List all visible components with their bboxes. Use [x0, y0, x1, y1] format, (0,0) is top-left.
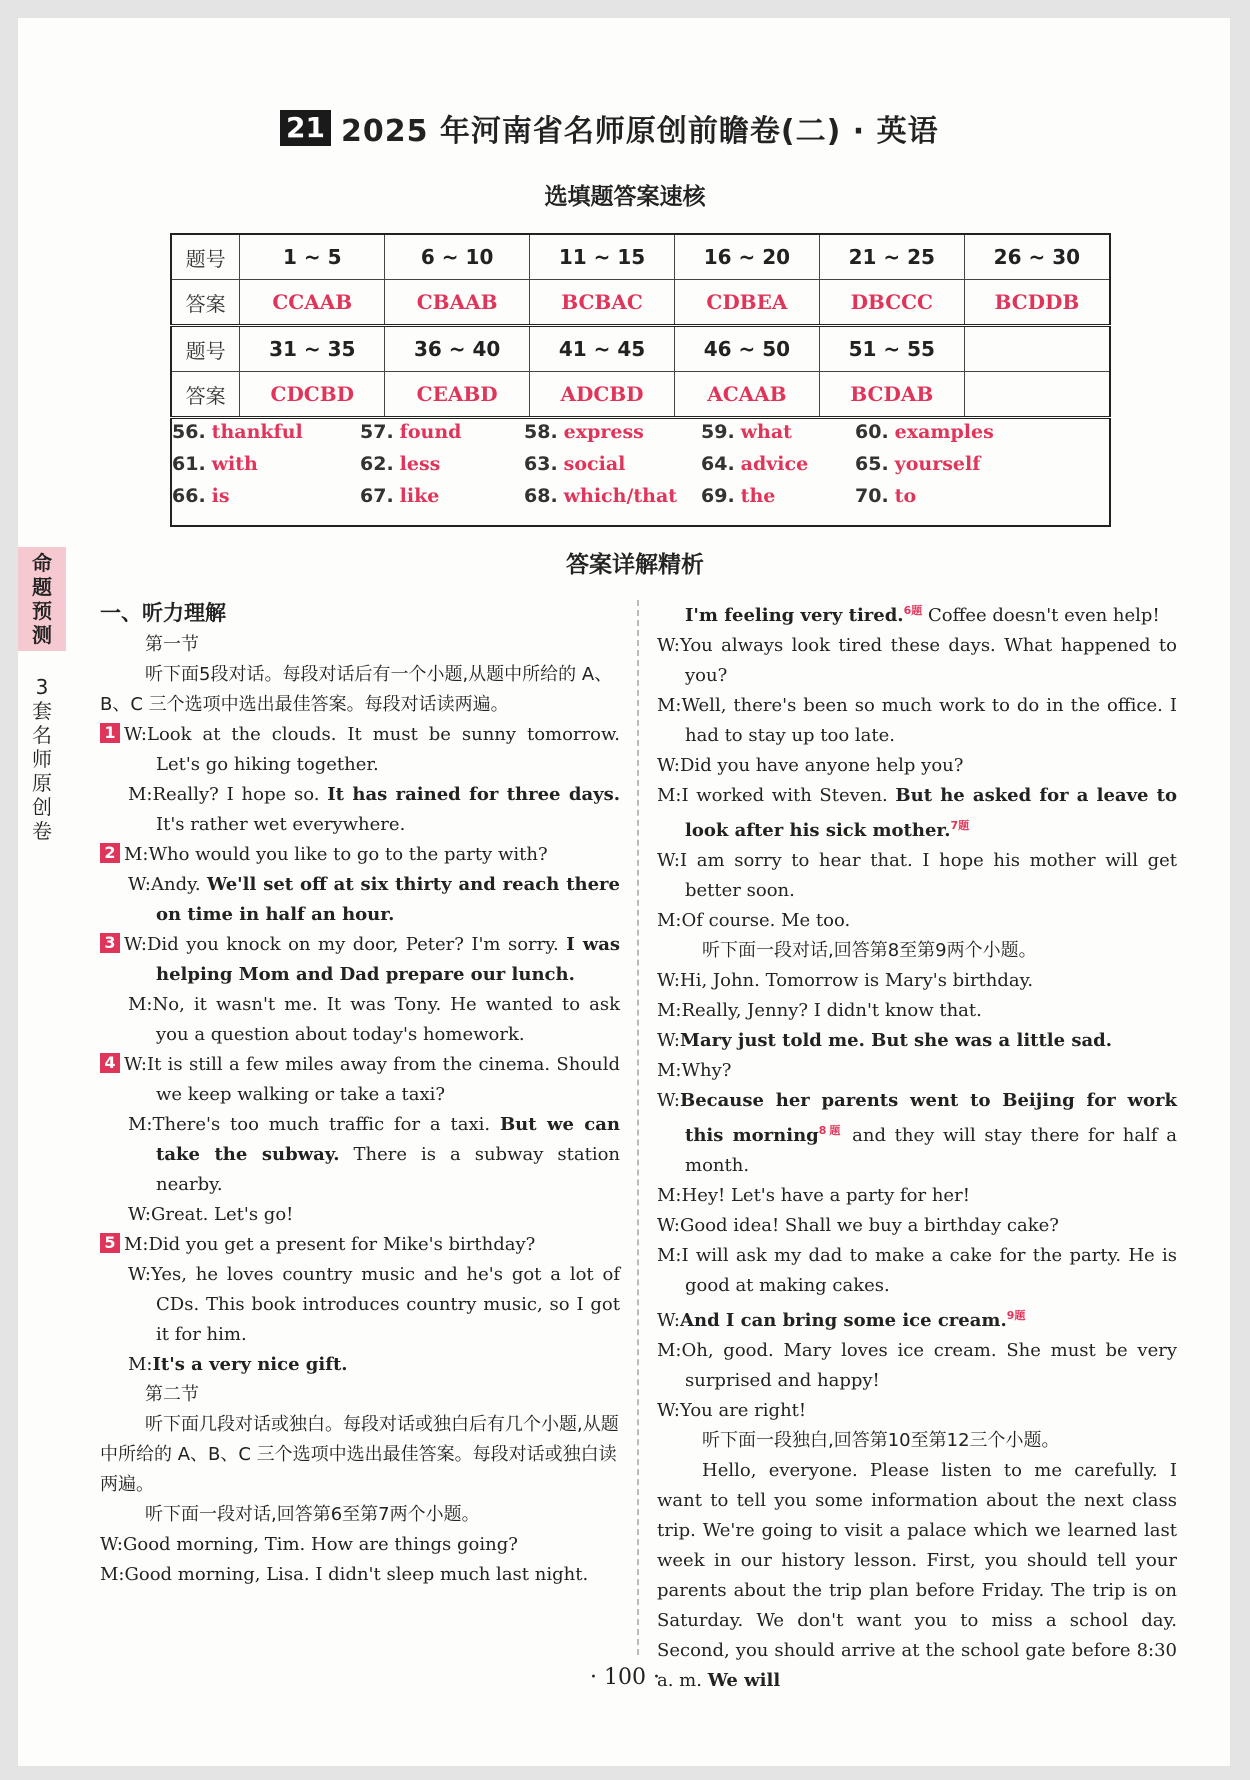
- key-sentence: We will: [707, 1670, 781, 1691]
- page-number: · 100 ·: [590, 1665, 660, 1690]
- dialogue-line: W:Good idea! Shall we buy a birthday cake?: [657, 1215, 1059, 1236]
- question-marker: 4: [100, 1053, 120, 1073]
- key-sentence: Mary just told me. But she was a little sad.: [680, 1030, 1112, 1051]
- fill-item-number: 61.: [172, 453, 206, 475]
- dialogue-line: 3 W:Did you knock on my door, Peter? I'm sorry. I was helping Mom and Dad prepare our lunch.: [128, 930, 620, 990]
- answer-cell: DBCCC: [819, 280, 964, 326]
- dialogue-line: M:I worked with Steven. But he asked for a leave to look after his sick mother.$^{7题}$: [657, 785, 1178, 841]
- dialogue-line: W:You always look tired these days. What happened to you?: [657, 635, 1177, 686]
- fill-item-word: to: [894, 485, 917, 507]
- dialogue-line: I'm feeling very tired.$^{6题}$ Coffee doesn't even help!: [685, 604, 1160, 626]
- fill-item-word: social: [563, 453, 626, 475]
- fill-item-word: is: [211, 485, 230, 507]
- fill-item-word: thankful: [211, 421, 303, 443]
- dialogue-line: W:Good morning, Tim. How are things going?: [100, 1534, 518, 1555]
- dialogue-line: W:I am sorry to hear that. I hope his mother will get better soon.: [657, 850, 1177, 901]
- fill-item: [172, 485, 360, 507]
- answer-key-heading: 选填题答案速核: [544, 184, 706, 210]
- answer-cell: BCBAC: [530, 280, 675, 326]
- dialogue-line: M:There's too much traffic for a taxi. But we can take the subway. There is a subway station nearby.: [128, 1114, 621, 1195]
- dialogue-line: W:Because her parents went to Beijing for work this morning$^{8题}$ and they will stay there for half a month.: [657, 1090, 1177, 1176]
- fill-item-number: 69.: [701, 485, 735, 507]
- question-marker: 1: [100, 723, 120, 743]
- dialogue-line: M:Oh, good. Mary loves ice cream. She must be very surprised and happy!: [657, 1340, 1177, 1391]
- fill-item: [524, 421, 701, 443]
- fill-item-number: 64.: [701, 453, 735, 475]
- fill-item-word: less: [399, 453, 441, 475]
- fill-row: [172, 416, 1109, 448]
- fill-item-number: 70.: [855, 485, 889, 507]
- key-sentence: It has rained for three days.: [327, 784, 620, 805]
- fill-item: [701, 421, 855, 443]
- label-cell: 答案: [171, 372, 240, 418]
- label-cell: 答案: [171, 280, 240, 326]
- part-heading: 第一节: [145, 634, 199, 655]
- side-title: 3套名师原创卷: [32, 675, 52, 843]
- dialogue-line: W:Yes, he loves country music and he's got a lot of CDs. This book introduces country music, so I got it for him.: [128, 1264, 620, 1345]
- question-mark-tag: 8题: [818, 1124, 844, 1137]
- page-title: [280, 106, 939, 150]
- fill-item-number: 58.: [524, 421, 558, 443]
- table-row: [171, 326, 1110, 372]
- dialogue-line: 1 W:Look at the clouds. It must be sunny tomorrow. Let's go hiking together.: [128, 720, 620, 780]
- range-cell: 46 ~ 50: [674, 326, 819, 372]
- dialogue-line: 4 W:It is still a few miles away from the cinema. Should we keep walking or take a taxi?: [128, 1050, 620, 1110]
- question-mark-tag: 9题: [1006, 1309, 1026, 1322]
- key-sentence: We'll set off at six thirty and reach there on time in half an hour.: [156, 874, 620, 925]
- monologue: Hello, everyone. Please listen to me carefully. I want to tell you some information about the next class trip. We're going to visit a palace which we learned last week in our history lesson. First, you should tell your parents about the trip plan before Friday. The trip is on Saturday. We don't want you to miss a school day. Second, you should arrive at the school gate before 8:30 a. m. We will: [657, 1460, 1177, 1691]
- dialogue-line: M:Well, there's been so much work to do in the office. I had to stay up too late.: [657, 695, 1177, 746]
- fill-item-word: express: [563, 421, 644, 443]
- instructions: 听下面一段独白,回答第10至第12三个小题。: [702, 1430, 1060, 1451]
- key-sentence: But we can take the subway.: [156, 1114, 620, 1165]
- column-divider: [637, 600, 639, 1655]
- fill-item-number: 67.: [360, 485, 394, 507]
- fill-item-word: with: [211, 453, 258, 475]
- dialogue-line: W:Andy. We'll set off at six thirty and reach there on time in half an hour.: [128, 874, 620, 925]
- right-column: [657, 596, 1177, 1696]
- answer-cell: ADCBD: [530, 372, 675, 418]
- dialogue-line: W:And I can bring some ice cream.$^{9题}$: [657, 1309, 1026, 1331]
- instructions: 听下面5段对话。每段对话后有一个小题,从题中所给的 A、B、C 三个选项中选出最佳答案。每段对话读两遍。: [100, 664, 613, 715]
- fill-item-word: examples: [894, 421, 994, 443]
- range-cell: [964, 326, 1110, 372]
- fill-item-number: 60.: [855, 421, 889, 443]
- range-cell: 1 ~ 5: [240, 234, 385, 280]
- dialogue-line: M:Good morning, Lisa. I didn't sleep much last night.: [100, 1564, 589, 1585]
- side-tab-label: 命题预测: [32, 551, 52, 647]
- instructions: 听下面一段对话,回答第6至第7两个小题。: [145, 1504, 480, 1525]
- fill-item-number: 63.: [524, 453, 558, 475]
- fill-item-word: what: [740, 421, 792, 443]
- fill-item: [855, 485, 916, 507]
- range-cell: 21 ~ 25: [819, 234, 964, 280]
- key-sentence: I'm feeling very tired.: [685, 605, 904, 626]
- dialogue-line: M:No, it wasn't me. It was Tony. He wanted to ask you a question about today's homework.: [128, 994, 620, 1045]
- fill-item: [701, 485, 855, 507]
- fill-item: [360, 421, 524, 443]
- fill-item-word: found: [399, 421, 462, 443]
- instructions: 听下面一段对话,回答第8至第9两个小题。: [702, 940, 1037, 961]
- answer-cell: CDBEA: [674, 280, 819, 326]
- answer-cell: [964, 372, 1110, 418]
- label-cell: 题号: [171, 326, 240, 372]
- fill-row: [172, 480, 1109, 512]
- fill-item-number: 59.: [701, 421, 735, 443]
- fill-item-word: like: [399, 485, 440, 507]
- part-heading: 第二节: [145, 1384, 199, 1405]
- fill-blank-answers: [172, 416, 1109, 512]
- fill-item-word: the: [740, 485, 776, 507]
- key-sentence: And I can bring some ice cream.: [680, 1310, 1007, 1331]
- answer-cell: BCDAB: [819, 372, 964, 418]
- dialogue-line: M:Of course. Me too.: [657, 910, 851, 931]
- answer-cell: CEABD: [385, 372, 530, 418]
- range-cell: 31 ~ 35: [240, 326, 385, 372]
- range-cell: 16 ~ 20: [674, 234, 819, 280]
- fill-item: [524, 453, 701, 475]
- dialogue-line: W:Hi, John. Tomorrow is Mary's birthday.: [657, 970, 1034, 991]
- dialogue-line: M:Really, Jenny? I didn't know that.: [657, 1000, 982, 1021]
- key-sentence: I was helping Mom and Dad prepare our lunch.: [156, 934, 620, 985]
- answer-cell: BCDDB: [964, 280, 1110, 326]
- key-sentence: But he asked for a leave to look after his sick mother.: [685, 785, 1178, 841]
- question-marker: 5: [100, 1233, 120, 1253]
- range-cell: 11 ~ 15: [530, 234, 675, 280]
- question-mark-tag: 7题: [950, 819, 970, 832]
- answer-cell: CBAAB: [385, 280, 530, 326]
- fill-item-word: advice: [740, 453, 809, 475]
- fill-row: [172, 448, 1109, 480]
- side-tab: [18, 547, 66, 651]
- fill-item-word: yourself: [894, 453, 981, 475]
- dialogue-line: 5 M:Did you get a present for Mike's birthday?: [128, 1230, 620, 1260]
- fill-item: [360, 485, 524, 507]
- fill-item: [172, 421, 360, 443]
- question-mark-tag: 6题: [903, 604, 923, 617]
- dialogue-line: M:Why?: [657, 1060, 732, 1081]
- key-sentence: It's a very nice gift.: [152, 1354, 348, 1375]
- answer-cell: ACAAB: [674, 372, 819, 418]
- dialogue-line: M:Really? I hope so. It has rained for three days. It's rather wet everywhere.: [128, 784, 620, 835]
- answer-cell: CCAAB: [240, 280, 385, 326]
- fill-item-number: 65.: [855, 453, 889, 475]
- fill-item-number: 66.: [172, 485, 206, 507]
- dialogue-line: M:It's a very nice gift.: [128, 1354, 348, 1375]
- instructions: 听下面几段对话或独白。每段对话或独白后有几个小题,从题中所给的 A、B、C 三个选项中选出最佳答案。每段对话或独白读两遍。: [100, 1414, 619, 1495]
- fill-item: [172, 453, 360, 475]
- fill-item-number: 57.: [360, 421, 394, 443]
- fill-item: [855, 453, 980, 475]
- dialogue-line: M:I will ask my dad to make a cake for the party. He is good at making cakes.: [657, 1245, 1177, 1296]
- question-marker: 2: [100, 843, 120, 863]
- fill-item: [524, 485, 701, 507]
- fill-item-word: which/that: [563, 485, 678, 507]
- fill-item-number: 62.: [360, 453, 394, 475]
- range-cell: 36 ~ 40: [385, 326, 530, 372]
- exam-title: 2025 年河南省名师原创前瞻卷(二) · 英语: [340, 114, 939, 149]
- left-column: [100, 596, 620, 1590]
- range-cell: 41 ~ 45: [530, 326, 675, 372]
- fill-item: [701, 453, 855, 475]
- range-cell: 51 ~ 55: [819, 326, 964, 372]
- table-row: [171, 234, 1110, 280]
- fill-item: [360, 453, 524, 475]
- fill-item-number: 56.: [172, 421, 206, 443]
- range-cell: 6 ~ 10: [385, 234, 530, 280]
- label-cell: 题号: [171, 234, 240, 280]
- range-cell: 26 ~ 30: [964, 234, 1110, 280]
- exam-number-badge: 21: [280, 110, 331, 146]
- fill-item: [855, 421, 994, 443]
- dialogue-line: 2 M:Who would you like to go to the party with?: [128, 840, 620, 870]
- answer-cell: CDCBD: [240, 372, 385, 418]
- table-row: [171, 280, 1110, 326]
- dialogue-line: W:You are right!: [657, 1400, 807, 1421]
- detail-heading: 答案详解精析: [566, 552, 704, 578]
- question-marker: 3: [100, 933, 120, 953]
- dialogue-line: M:Hey! Let's have a party for her!: [657, 1185, 970, 1206]
- dialogue-line: W:Mary just told me. But she was a little sad.: [657, 1030, 1112, 1051]
- fill-item-number: 68.: [524, 485, 558, 507]
- section-heading: 一、听力理解: [100, 601, 226, 625]
- table-row: [171, 372, 1110, 418]
- dialogue-line: W:Great. Let's go!: [128, 1204, 294, 1225]
- dialogue-line: W:Did you have anyone help you?: [657, 755, 964, 776]
- key-sentence: Because her parents went to Beijing for work this morning: [680, 1090, 1177, 1146]
